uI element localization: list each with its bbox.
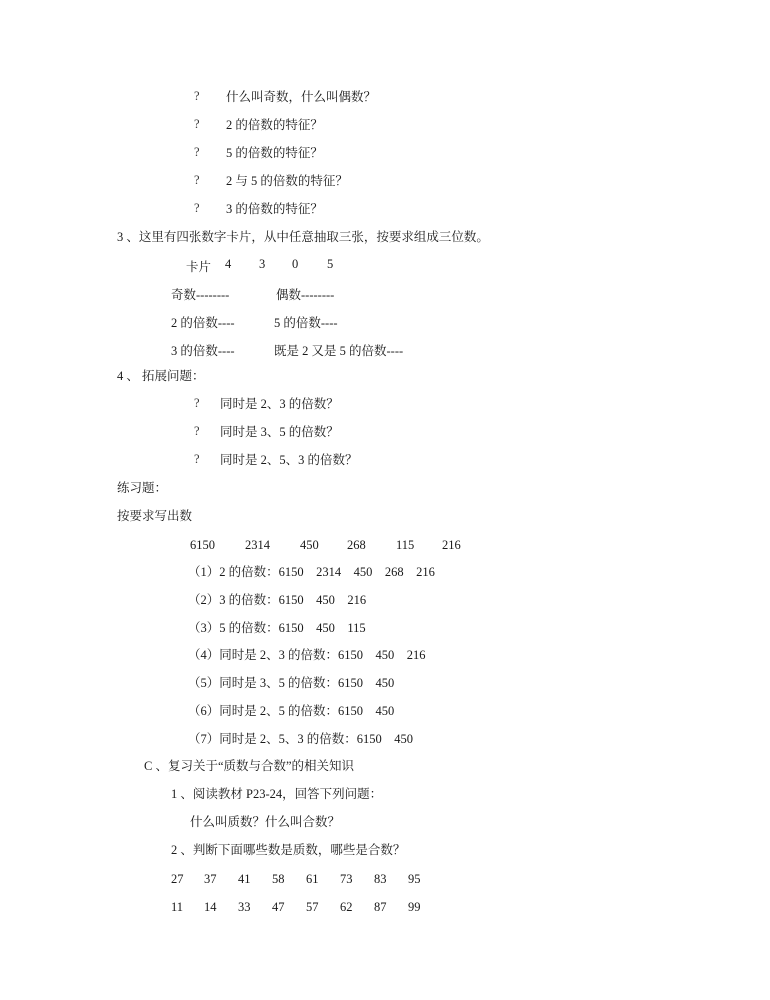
exercise-answer: （7）同时是 2、5、3 的倍数：6150 450	[188, 732, 414, 746]
bullet-marker: ?	[194, 89, 200, 103]
number-cell: 47	[272, 900, 285, 914]
number-cell: 99	[408, 900, 421, 914]
bullet-marker: ?	[194, 424, 200, 438]
sectionC-heading: C 、复习关于“质数与合数”的相关知识	[144, 759, 355, 773]
number-cell: 83	[374, 872, 387, 886]
multiple-5-blank: 5 的倍数----	[274, 316, 338, 330]
sectionC-item1-question: 什么叫质数？什么叫合数？	[190, 815, 341, 829]
number-cell: 73	[340, 872, 353, 886]
number-cell: 27	[171, 872, 184, 886]
number-cell: 95	[408, 872, 421, 886]
bullet-marker: ?	[194, 396, 200, 410]
exercise-number: 2314	[245, 538, 270, 552]
exercise-answer: （1）2 的倍数：6150 2314 450 268 216	[188, 565, 435, 579]
question-multiple-3: 3 的倍数的特征？	[226, 202, 323, 216]
question-odd-even: 什么叫奇数，什么叫偶数？	[226, 90, 377, 104]
exercise-answer: （6）同时是 2、5 的倍数：6150 450	[188, 704, 395, 718]
exercise-number: 115	[396, 538, 415, 552]
card-value: 3	[259, 257, 266, 271]
question-multiple-2-and-5: 2 与 5 的倍数的特征？	[226, 174, 348, 188]
number-cell: 11	[171, 900, 184, 914]
number-cell: 58	[272, 872, 285, 886]
exercise-instruction: 按要求写出数	[117, 509, 193, 523]
bullet-marker: ?	[194, 173, 200, 187]
exercise-answer: （3）5 的倍数：6150 450 115	[188, 621, 366, 635]
number-cell: 14	[204, 900, 217, 914]
card-value: 5	[327, 257, 334, 271]
card-value: 0	[292, 257, 299, 271]
question-multiple-2: 2 的倍数的特征？	[226, 118, 323, 132]
number-cell: 57	[306, 900, 319, 914]
number-cell: 33	[238, 900, 251, 914]
odd-numbers-blank: 奇数--------	[171, 288, 230, 302]
section4-heading: 4 、 拓展问题：	[117, 369, 205, 383]
number-cell: 62	[340, 900, 353, 914]
extension-question: 同时是 3、5 的倍数？	[220, 425, 339, 439]
number-cell: 37	[204, 872, 217, 886]
exercise-answer: （5）同时是 3、5 的倍数：6150 450	[188, 676, 395, 690]
question-multiple-5: 5 的倍数的特征？	[226, 146, 323, 160]
number-cell: 41	[238, 872, 251, 886]
multiple-2-and-5-blank: 既是 2 又是 5 的倍数----	[274, 344, 404, 358]
multiple-3-blank: 3 的倍数----	[171, 344, 235, 358]
number-cell: 87	[374, 900, 387, 914]
even-numbers-blank: 偶数--------	[276, 288, 335, 302]
card-value: 4	[225, 257, 232, 271]
bullet-marker: ?	[194, 145, 200, 159]
sectionC-item2: 2 、判断下面哪些数是质数，哪些是合数？	[171, 843, 406, 857]
bullet-marker: ?	[194, 117, 200, 131]
exercise-number: 216	[442, 538, 461, 552]
exercise-answer: （4）同时是 2、3 的倍数：6150 450 216	[188, 648, 426, 662]
exercise-answer: （2）3 的倍数：6150 450 216	[188, 593, 367, 607]
exercise-number: 450	[300, 538, 319, 552]
section3-heading: 3 、这里有四张数字卡片，从中任意抽取三张，按要求组成三位数。	[117, 230, 489, 244]
exercise-number: 6150	[190, 538, 215, 552]
sectionC-item1: 1 、阅读教材 P23-24，回答下列问题：	[171, 787, 383, 801]
bullet-marker: ?	[194, 201, 200, 215]
bullet-marker: ?	[194, 452, 200, 466]
exercise-number: 268	[347, 538, 366, 552]
cards-label: 卡片	[186, 260, 212, 274]
extension-question: 同时是 2、5、3 的倍数？	[220, 453, 358, 467]
extension-question: 同时是 2、3 的倍数？	[220, 397, 339, 411]
exercise-title: 练习题：	[117, 481, 168, 495]
number-cell: 61	[306, 872, 319, 886]
multiple-2-blank: 2 的倍数----	[171, 316, 235, 330]
